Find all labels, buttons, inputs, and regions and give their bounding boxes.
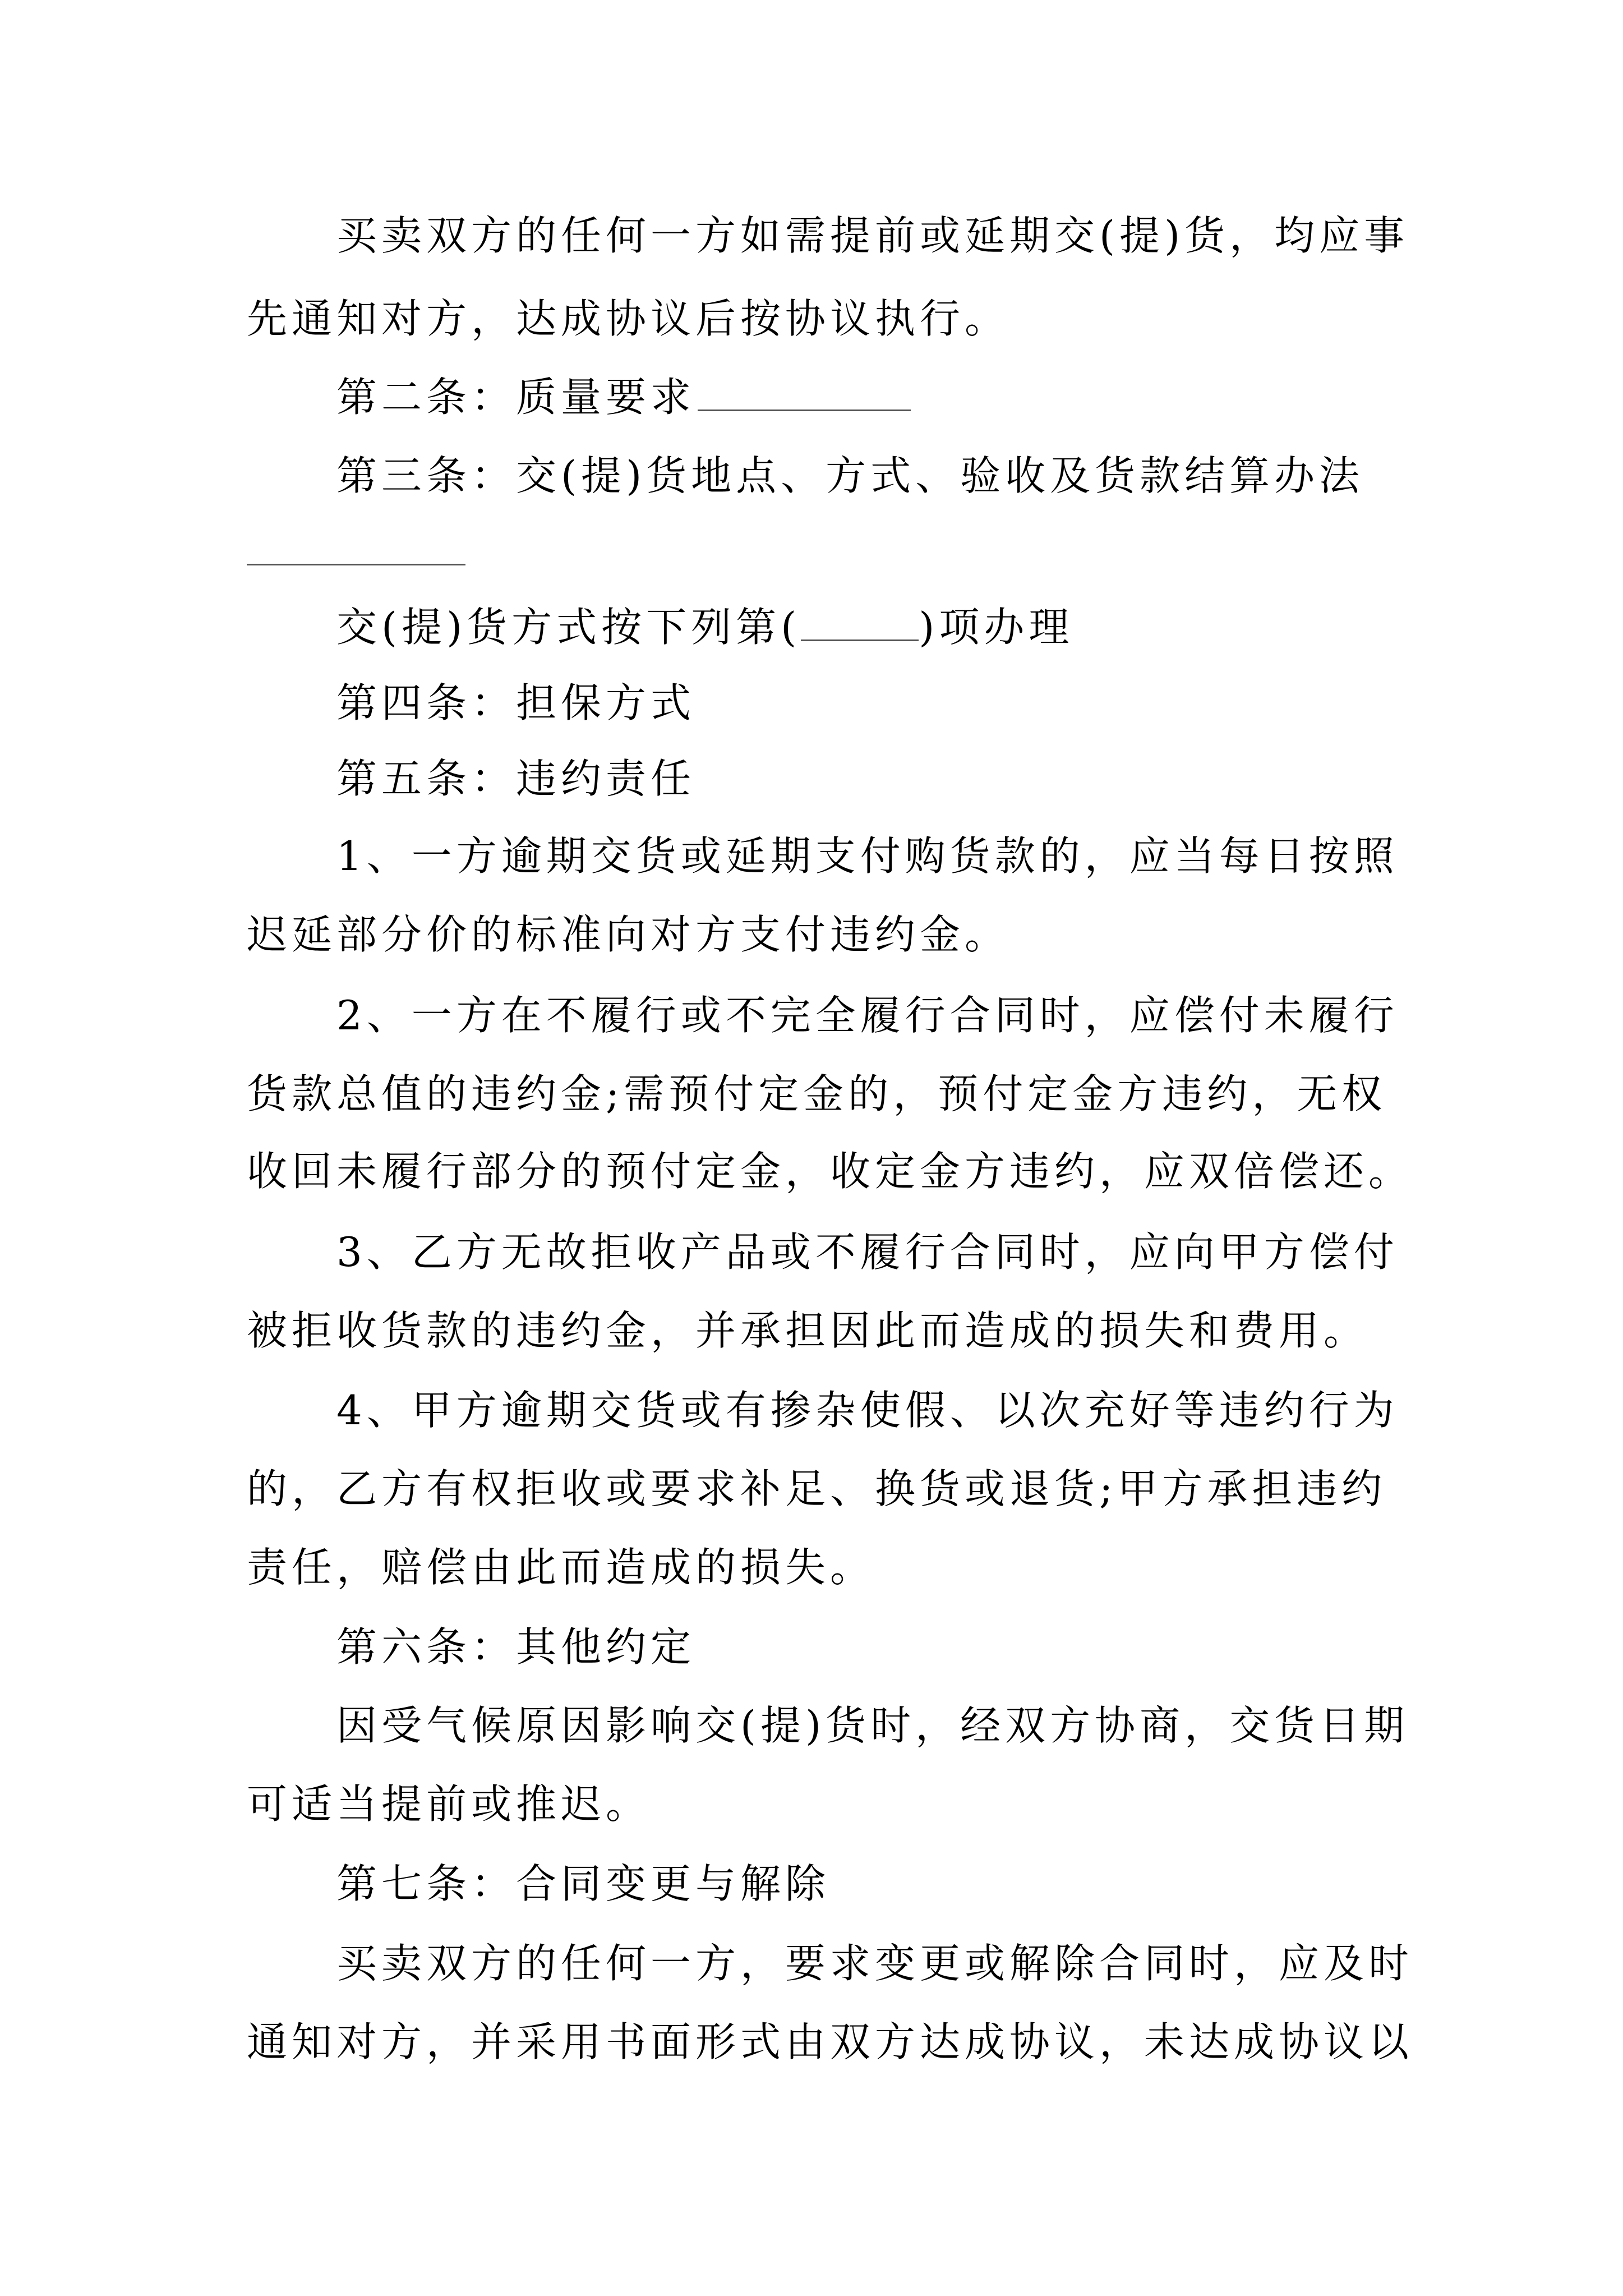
quality-blank bbox=[698, 370, 911, 411]
paragraph-line: 通知对方，并采用书面形式由双方达成协议，未达成协议以 bbox=[247, 2018, 1414, 2065]
item-number-blank bbox=[801, 600, 919, 641]
paragraph-line: 收回未履行部分的预付定金，收定金方违约，应双倍偿还。 bbox=[247, 1148, 1414, 1195]
paragraph-line: 买卖双方的任何一方如需提前或延期交(提)货，均应事 bbox=[336, 212, 1409, 259]
paragraph-line: 4、甲方逾期交货或有掺杂使假、以次充好等违约行为 bbox=[336, 1387, 1399, 1434]
delivery-method-suffix: )项办理 bbox=[919, 604, 1074, 651]
paragraph-line: 因受气候原因影响交(提)货时，经双方协商，交货日期 bbox=[336, 1702, 1409, 1749]
article-3-heading: 第三条：交(提)货地点、方式、验收及货款结算办法 bbox=[336, 452, 1364, 499]
paragraph-line: 2、一方在不履行或不完全履行合同时，应偿付未履行 bbox=[336, 992, 1399, 1039]
article-6-heading: 第六条：其他约定 bbox=[336, 1623, 696, 1671]
article-2-heading bbox=[336, 370, 1481, 424]
paragraph-line: 迟延部分价的标准向对方支付违约金。 bbox=[247, 911, 1010, 958]
article-2-label: 第二条：质量要求 bbox=[336, 374, 696, 421]
blank-underline bbox=[247, 564, 465, 565]
paragraph-line: 买卖双方的任何一方，要求变更或解除合同时，应及时 bbox=[336, 1940, 1414, 1987]
paragraph-line: 可适当提前或推迟。 bbox=[247, 1780, 651, 1828]
delivery-method-line bbox=[336, 600, 1481, 654]
paragraph-line: 被拒收货款的违约金，并承担因此而造成的损失和费用。 bbox=[247, 1307, 1369, 1354]
paragraph-line: 责任，赔偿由此而造成的损失。 bbox=[247, 1544, 875, 1591]
article-5-heading: 第五条：违约责任 bbox=[336, 755, 696, 802]
article-7-heading: 第七条：合同变更与解除 bbox=[336, 1860, 831, 1907]
paragraph-line: 先通知对方，达成协议后按协议执行。 bbox=[247, 295, 1010, 342]
paragraph-line: 3、乙方无故拒收产品或不履行合同时，应向甲方偿付 bbox=[336, 1228, 1399, 1276]
delivery-method-prefix: 交(提)货方式按下列第( bbox=[336, 604, 801, 651]
article-4-heading: 第四条：担保方式 bbox=[336, 679, 696, 726]
paragraph-line: 货款总值的违约金;需预付定金的，预付定金方违约，无权 bbox=[247, 1070, 1387, 1117]
paragraph-line: 的，乙方有权拒收或要求补足、换货或退货;甲方承担违约 bbox=[247, 1465, 1387, 1512]
paragraph-line: 1、一方逾期交货或延期支付购货款的，应当每日按照 bbox=[336, 832, 1399, 880]
